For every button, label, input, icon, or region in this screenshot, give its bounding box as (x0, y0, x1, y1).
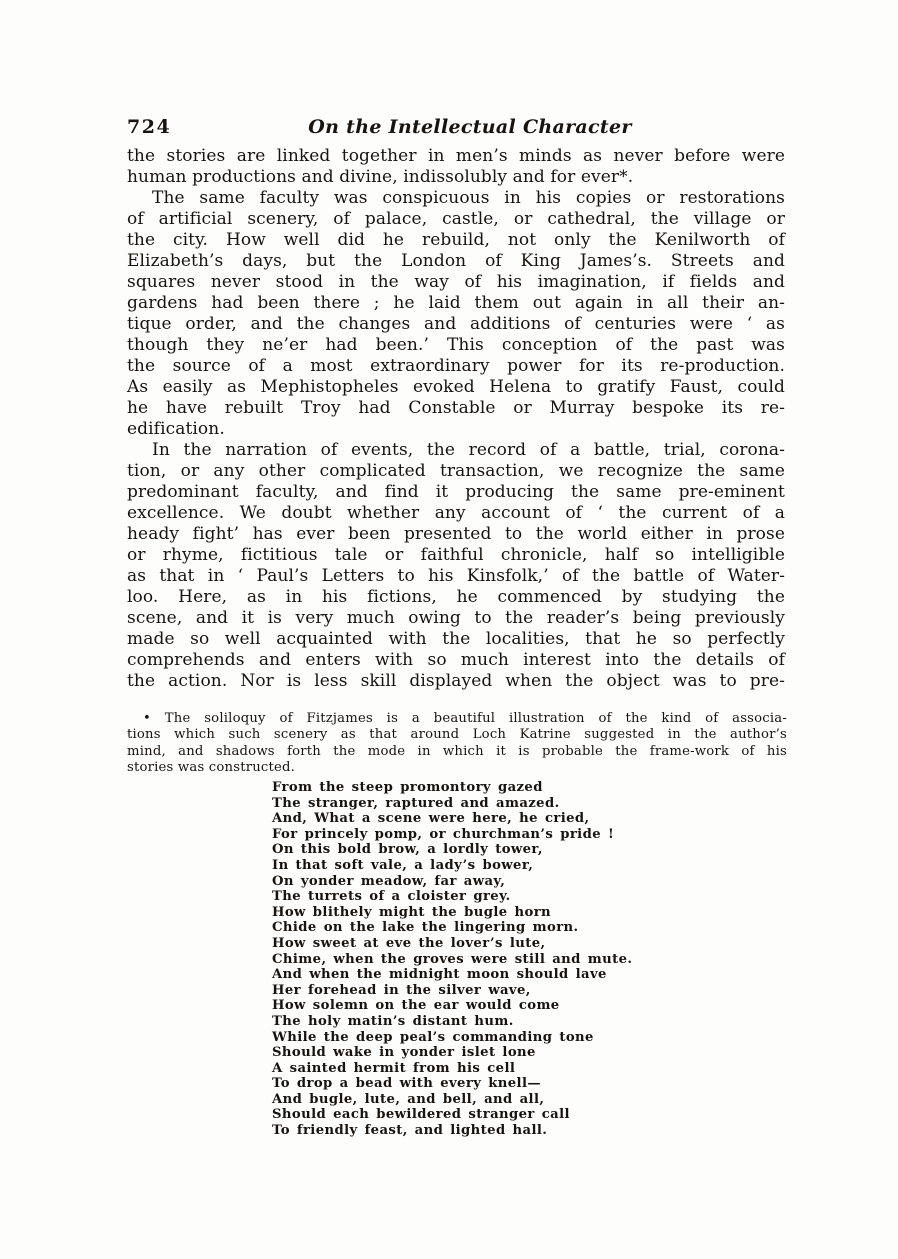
footnote-line: stories was constructed. (127, 760, 296, 776)
poem-line: The turrets of a cloister grey. (272, 889, 511, 905)
poem-line: And, What a scene were here, he cried, (272, 811, 590, 827)
text-line: loo. Here, as in his fictions, he commenced by studying the (127, 587, 785, 607)
text-line: the city. How well did he rebuild, not only the Kenilworth of (127, 230, 785, 250)
paragraph-narration-of-events (127, 440, 785, 692)
paragraph-continuation (127, 146, 785, 188)
running-title: On the Intellectual Character (308, 116, 632, 138)
poem-line: How blithely might the bugle horn (272, 904, 552, 920)
text-line: the source of a most extraordinary power for its re-production. (127, 356, 785, 376)
text-line: edification. (127, 419, 225, 439)
poem-quotation (272, 780, 702, 1139)
text-line: human productions and divine, indissolubly and for ever*. (127, 167, 634, 187)
poem-line: Should each bewildered stranger call (272, 1107, 570, 1123)
poem-line: How sweet at eve the lover’s lute, (272, 935, 546, 951)
page-number: 724 (127, 116, 172, 138)
text-line: tion, or any other complicated transaction, we recognize the same (127, 461, 785, 481)
poem-line: In that soft vale, a lady’s bower, (272, 857, 534, 873)
footnote-line: • The soliloquy of Fitzjames is a beautiful illustration of the kind of associa- (143, 711, 787, 726)
text-line: the stories are linked together in men’s minds as never before were (127, 146, 785, 166)
text-line: made so well acquainted with the localities, that he so perfectly (127, 629, 785, 649)
text-line: predominant faculty, and find it producing the same pre-eminent (127, 482, 785, 502)
footnote (127, 711, 787, 777)
poem-line: To drop a bead with every knell— (272, 1076, 541, 1092)
paragraph-same-faculty (127, 188, 785, 440)
text-line: heady fight’ has ever been presented to the world either in prose (127, 524, 785, 544)
poem-line: From the steep promontory gazed (272, 780, 543, 795)
text-line: The same faculty was conspicuous in his copies or restorations (152, 188, 785, 208)
footnote-line: tions which such scenery as that around Loch Katrine suggested in the author’s (127, 727, 787, 743)
text-line: excellence. We doubt whether any account of ‘ the current of a (127, 503, 785, 523)
paragraph-lines (127, 146, 785, 167)
text-line: he have rebuilt Troy had Constable or Murray bespoke its re- (127, 398, 785, 418)
poem-line: While the deep peal’s commanding tone (272, 1029, 594, 1045)
poem-line: Should wake in yonder islet lone (272, 1045, 536, 1061)
poem-line: The stranger, raptured and amazed. (272, 795, 560, 811)
paragraph-lines (127, 440, 785, 692)
text-line: though they ne’er had been.’ This conception of the past was (127, 335, 785, 355)
poem-line: A sainted hermit from his cell (272, 1060, 516, 1076)
text-line: squares never stood in the way of his imagination, if fields and (127, 272, 785, 292)
text-line: or rhyme, fictitious tale or faithful chronicle, half so intelligible (127, 545, 785, 565)
text-line: scene, and it is very much owing to the reader’s being previously (127, 608, 785, 628)
poem-line: On this bold brow, a lordly tower, (272, 842, 543, 858)
text-line: as that in ‘ Paul’s Letters to his Kinsfolk,’ of the battle of Water- (127, 566, 785, 586)
text-line: tique order, and the changes and additions of centuries were ‘ as (127, 314, 785, 334)
poem-line: Her forehead in the silver wave, (272, 982, 531, 998)
poem-line: How solemn on the ear would come (272, 998, 560, 1014)
text-line: the action. Nor is less skill displayed when the object was to pre- (127, 671, 785, 691)
body-text (127, 146, 785, 692)
poem-line: To friendly feast, and lighted hall. (272, 1123, 548, 1139)
poem-line: Chime, when the groves were still and mute. (272, 951, 633, 967)
footnote-lines (127, 711, 787, 760)
text-line: gardens had been there ; he laid them out again in all their an- (127, 293, 785, 313)
paragraph-lines (127, 188, 785, 419)
text-line: comprehends and enters with so much interest into the details of (127, 650, 785, 670)
poem-line: And bugle, lute, and bell, and all, (272, 1091, 545, 1107)
text-line: In the narration of events, the record of a battle, trial, corona- (152, 440, 785, 460)
page-header (127, 116, 785, 142)
poem-line: And when the midnight moon should lave (272, 967, 607, 983)
poem-line: For princely pomp, or churchman’s pride ! (272, 826, 615, 842)
text-line: As easily as Mephistopheles evoked Helena to gratify Faust, could (127, 377, 785, 397)
poem-line: Chide on the lake the lingering morn. (272, 920, 579, 936)
poem-line: The holy matin’s distant hum. (272, 1013, 514, 1029)
poem-line: On yonder meadow, far away, (272, 873, 506, 889)
text-line: Elizabeth’s days, but the London of King James’s. Streets and (127, 251, 785, 271)
footnote-line: mind, and shadows forth the mode in which it is probable the frame-work of his (127, 743, 787, 759)
text-line: of artificial scenery, of palace, castle, or cathedral, the village or (127, 209, 785, 229)
